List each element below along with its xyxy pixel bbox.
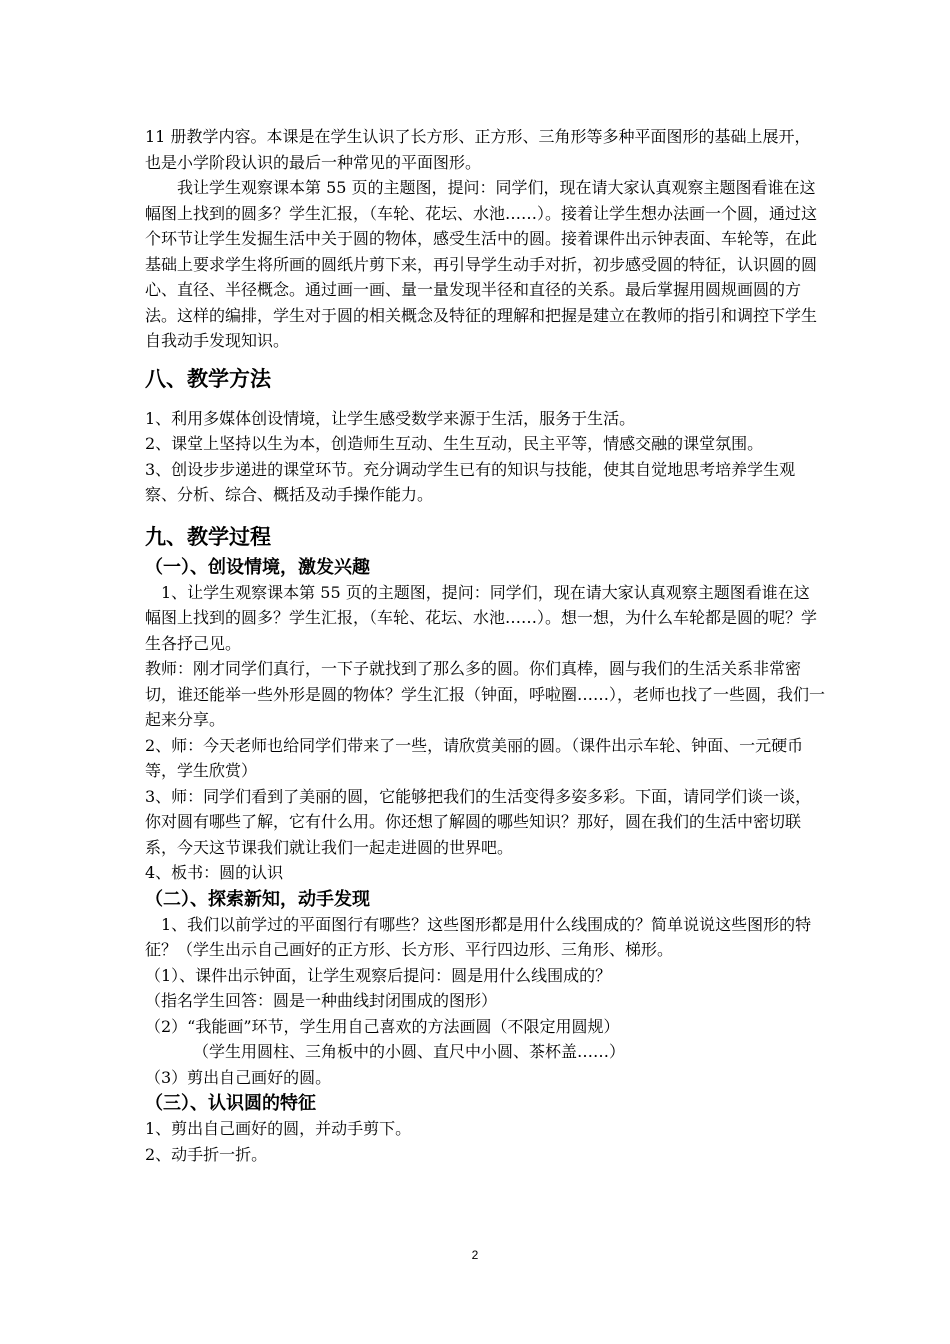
section-8-item-2: 2、课堂上坚持以生为本，创造师生互动、生生互动，民主平等，情感交融的课堂氛围。: [145, 434, 764, 453]
section-8-item-1: 1、利用多媒体创设情境，让学生感受数学来源于生活，服务于生活。: [145, 408, 636, 428]
part-2-paragraph-2: （1）、课件出示钟面，让学生观察后提问：圆是用什么线围成的？: [145, 965, 612, 985]
intro-paragraph-2: 我让学生观察课本第 55 页的主题图，提问：同学们，现在请大家认真观察主题图看谁在这幅图上找到的圆多？学生汇报，（车轮、花坛、水池……）。接着让学生想办法画一个圆，通过这个环节让学生发掘生活中关于圆的物体，感受生活中的圆。接着课件出示钟表面、车轮等，在此基础上要求学生将所画的圆纸片剪下来，再引导学生动手对折，初步感受圆的特征，认识圆的圆心、直径、半径概念。通过画一画、量一量发现半径和直径的关系。最后掌握用圆规画圆的方法。这样的编排，学生对于圆的相关概念及特征的理解和把握是建立在教师的指引和调控下学生自我动手发现知识。: [145, 178, 818, 350]
part-3-heading: （三）、认识圆的特征: [145, 1093, 316, 1114]
section-8-item-3: 3、创设步步递进的课堂环节。充分调动学生已有的知识与技能，使其自觉地思考培养学生观察、分析、综合、概括及动手操作能力。: [145, 459, 796, 504]
section-9-heading: 九、教学过程: [145, 524, 271, 549]
part-2-paragraph-4: （2）“我能画”环节，学生用自己喜欢的方法画圆（不限定用圆规）: [145, 1016, 620, 1036]
intro-paragraph-1: 11 册教学内容。本课是在学生认识了长方形、正方形、三角形等多种平面图形的基础上展开，也是小学阶段认识的最后一种常见的平面图形。: [145, 127, 811, 172]
part-2-paragraph-3: （指名学生回答：圆是一种曲线封闭围成的图形）: [145, 991, 498, 1010]
part-2-paragraph-6: （3）剪出自己画好的圆。: [145, 1067, 332, 1087]
part-1-paragraph-2: 教师：刚才同学们真行，一下子就找到了那么多的圆。你们真棒，圆与我们的生活关系非常密切，谁还能举一些外形是圆的物体？学生汇报（钟面，呼啦圈……），老师也找了一些圆，我们一起来分享。: [145, 659, 826, 729]
part-2-heading: （二）、探索新知，动手发现: [145, 888, 370, 910]
document-body: [145, 124, 825, 1167]
part-1-paragraph-4: 3、师：同学们看到了美丽的圆，它能够把我们的生活变得多姿多彩。下面，请同学们谈一谈，你对圆有哪些了解，它有什么用。你还想了解圆的哪些知识？那好，圆在我们的生活中密切联系，今天这节课我们就让我们一起走进圆的世界吧。: [145, 786, 812, 857]
part-1-paragraph-3: 2、师：今天老师也给同学们带来了一些，请欣赏美丽的圆。（课件出示车轮、钟面、一元硬币等，学生欣赏）: [145, 735, 804, 780]
part-3-paragraph-1: 1、剪出自己画好的圆，并动手剪下。: [145, 1119, 412, 1138]
part-2-paragraph-5: （学生用圆柱、三角板中的小圆、直尺中小圆、茶杯盖……）: [193, 1042, 626, 1061]
part-1-heading: （一）、创设情境，激发兴趣: [145, 556, 370, 578]
part-1-paragraph-5: 4、板书：圆的认识: [145, 863, 284, 882]
page-number: 2: [471, 1248, 479, 1262]
section-8-heading: 八、教学方法: [145, 366, 271, 391]
part-1-paragraph-1: 1、让学生观察课本第 55 页的主题图，提问：同学们，现在请大家认真观察主题图看谁在这幅图上找到的圆多？学生汇报，（车轮、花坛、水池……）。想一想，为什么车轮都是圆的呢？学生各抒己见。: [145, 582, 818, 653]
part-3-paragraph-2: 2、动手折一折。: [145, 1144, 268, 1164]
part-2-paragraph-1: 1、我们以前学过的平面图行有哪些？这些图形都是用什么线围成的？简单说说这些图形的特征？（学生出示自己画好的正方形、长方形、平行四边形、三角形、梯形。: [145, 914, 812, 959]
